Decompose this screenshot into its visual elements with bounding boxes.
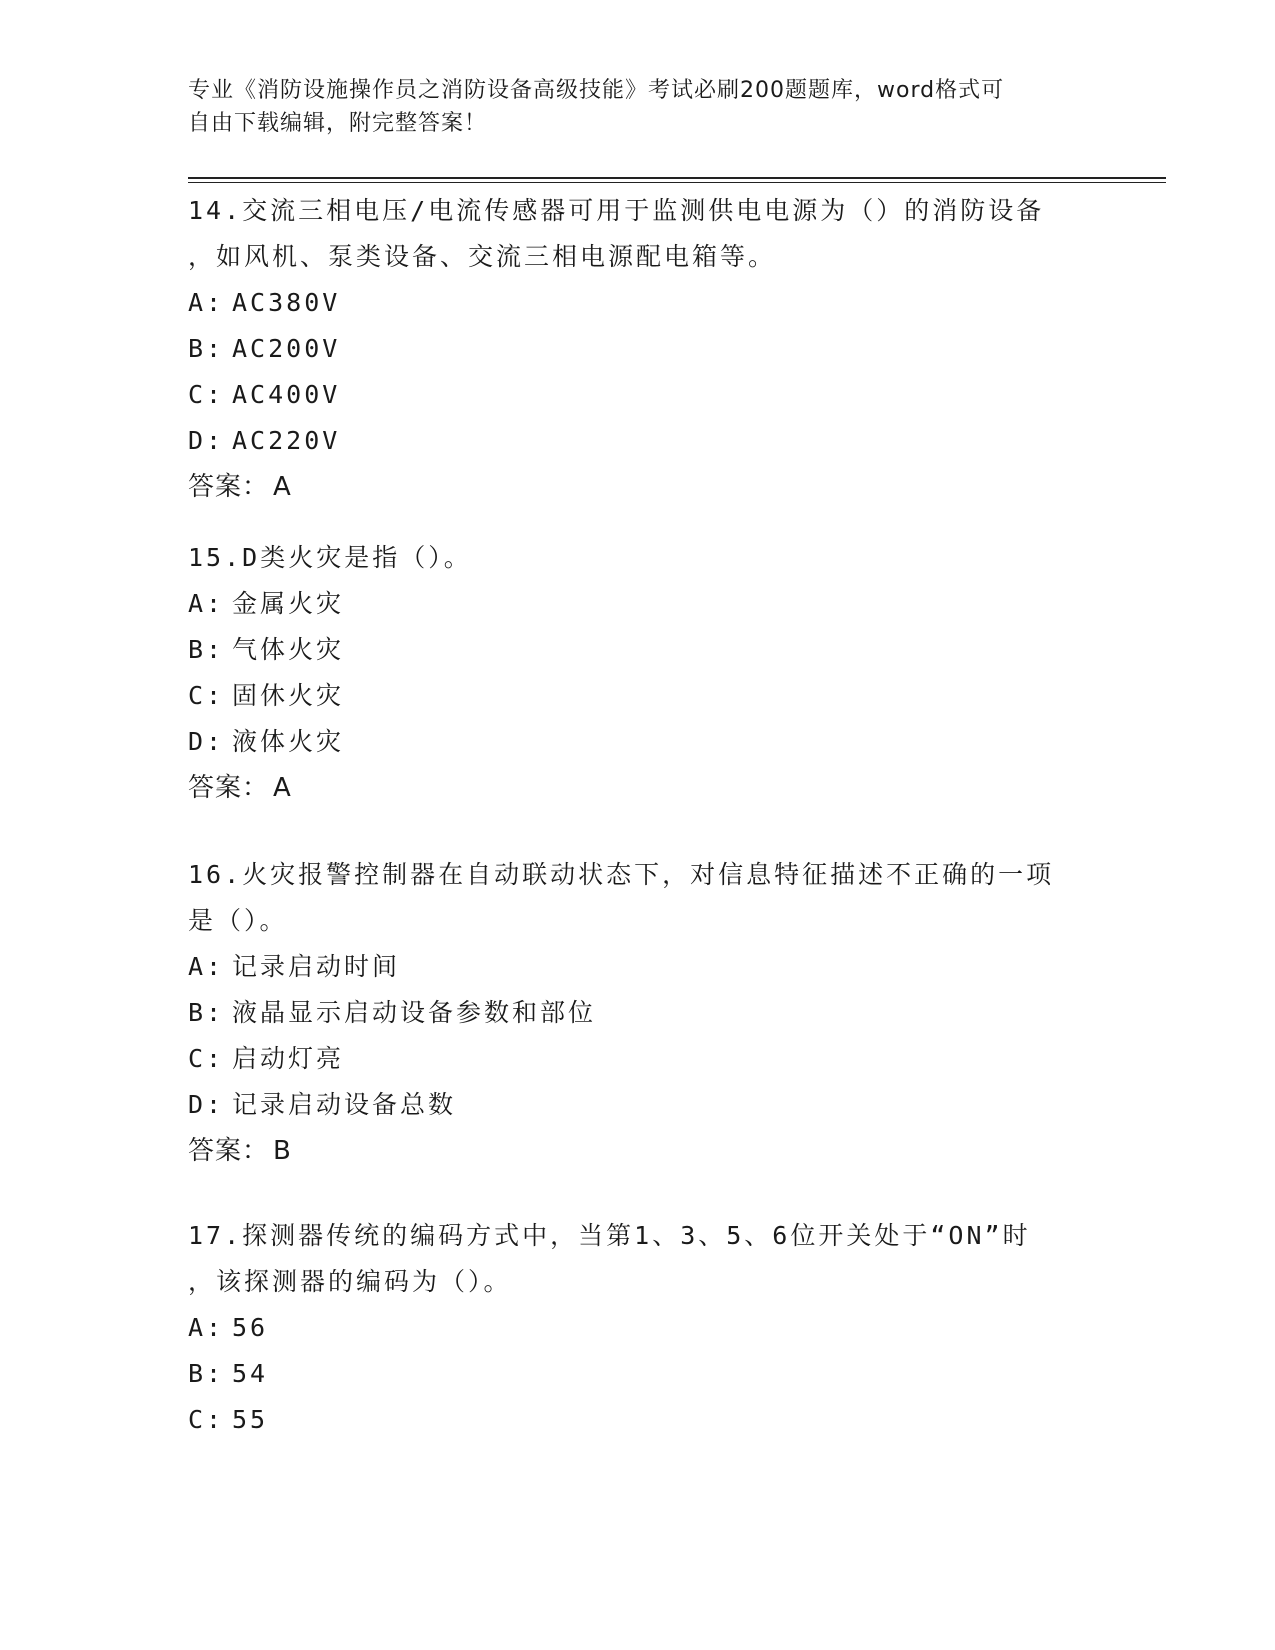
header-divider-thick <box>188 177 1166 179</box>
option-d <box>188 418 1088 464</box>
answer-value: A <box>273 773 292 803</box>
document-intro <box>188 74 1078 140</box>
option-b <box>188 627 1088 673</box>
question-text-line: ，该探测器的编码为（）。 <box>188 1267 512 1296</box>
option-text: 固休火灾 <box>232 681 345 710</box>
question-17 <box>188 1213 1088 1443</box>
option-b <box>188 326 1088 372</box>
answer-label: 答案： <box>188 773 270 803</box>
option-letter: C: <box>188 681 225 710</box>
option-text: 记录启动设备总数 <box>232 1090 457 1119</box>
option-text: AC200V <box>232 334 341 363</box>
option-text: 液体火灾 <box>232 727 345 756</box>
option-d <box>188 1082 1088 1128</box>
option-c <box>188 673 1088 719</box>
option-letter: A: <box>188 952 225 981</box>
question-14 <box>188 188 1088 510</box>
option-text: 启动灯亮 <box>232 1044 345 1073</box>
option-text: AC380V <box>232 288 341 317</box>
question-text-line: 16.火灾报警控制器在自动联动状态下，对信息特征描述不正确的一项 <box>188 860 1055 889</box>
intro-line-2: 自由下载编辑，附完整答案！ <box>188 111 488 136</box>
answer-label: 答案： <box>188 1136 270 1166</box>
option-text: 56 <box>232 1313 269 1342</box>
option-letter: C: <box>188 380 225 409</box>
option-b <box>188 990 1088 1036</box>
answer-value: A <box>273 472 292 502</box>
option-letter: C: <box>188 1405 225 1434</box>
option-a <box>188 944 1088 990</box>
answer-line <box>188 1128 1088 1174</box>
question-text-line: 14.交流三相电压/电流传感器可用于监测供电电源为（）的消防设备 <box>188 196 1045 225</box>
answer-label: 答案： <box>188 472 270 502</box>
option-text: 54 <box>232 1359 269 1388</box>
option-text: AC400V <box>232 380 341 409</box>
option-letter: B: <box>188 334 225 363</box>
option-a <box>188 280 1088 326</box>
option-text: 记录启动时间 <box>232 952 401 981</box>
option-c <box>188 372 1088 418</box>
option-letter: A: <box>188 288 225 317</box>
answer-line <box>188 765 1088 811</box>
option-letter: A: <box>188 589 225 618</box>
option-text: 金属火灾 <box>232 589 345 618</box>
option-a <box>188 1305 1088 1351</box>
answer-value: B <box>273 1136 292 1166</box>
option-c <box>188 1397 1088 1443</box>
option-a <box>188 581 1088 627</box>
option-letter: B: <box>188 998 225 1027</box>
option-letter: B: <box>188 635 225 664</box>
question-text-line: ，如风机、泵类设备、交流三相电源配电箱等。 <box>188 242 777 271</box>
answer-line <box>188 464 1088 510</box>
option-letter: D: <box>188 1090 225 1119</box>
option-letter: C: <box>188 1044 225 1073</box>
question-text-line: 是（）。 <box>188 906 288 935</box>
option-text: 液晶显示启动设备参数和部位 <box>232 998 597 1027</box>
option-text: AC220V <box>232 426 341 455</box>
option-letter: D: <box>188 426 225 455</box>
option-d <box>188 719 1088 765</box>
option-b <box>188 1351 1088 1397</box>
option-letter: B: <box>188 1359 225 1388</box>
intro-line-1: 专业《消防设施操作员之消防设备高级技能》考试必刷200题题库，word格式可 <box>188 78 1005 103</box>
question-15 <box>188 535 1088 811</box>
option-letter: D: <box>188 727 225 756</box>
question-text-line: 17.探测器传统的编码方式中，当第1、3、5、6位开关处于“ON”时 <box>188 1221 1031 1250</box>
option-text: 气体火灾 <box>232 635 345 664</box>
option-letter: A: <box>188 1313 225 1342</box>
question-16 <box>188 852 1088 1174</box>
question-text-line: 15.D类火灾是指（）。 <box>188 543 472 572</box>
header-divider-thin <box>188 182 1166 183</box>
option-text: 55 <box>232 1405 269 1434</box>
option-c <box>188 1036 1088 1082</box>
